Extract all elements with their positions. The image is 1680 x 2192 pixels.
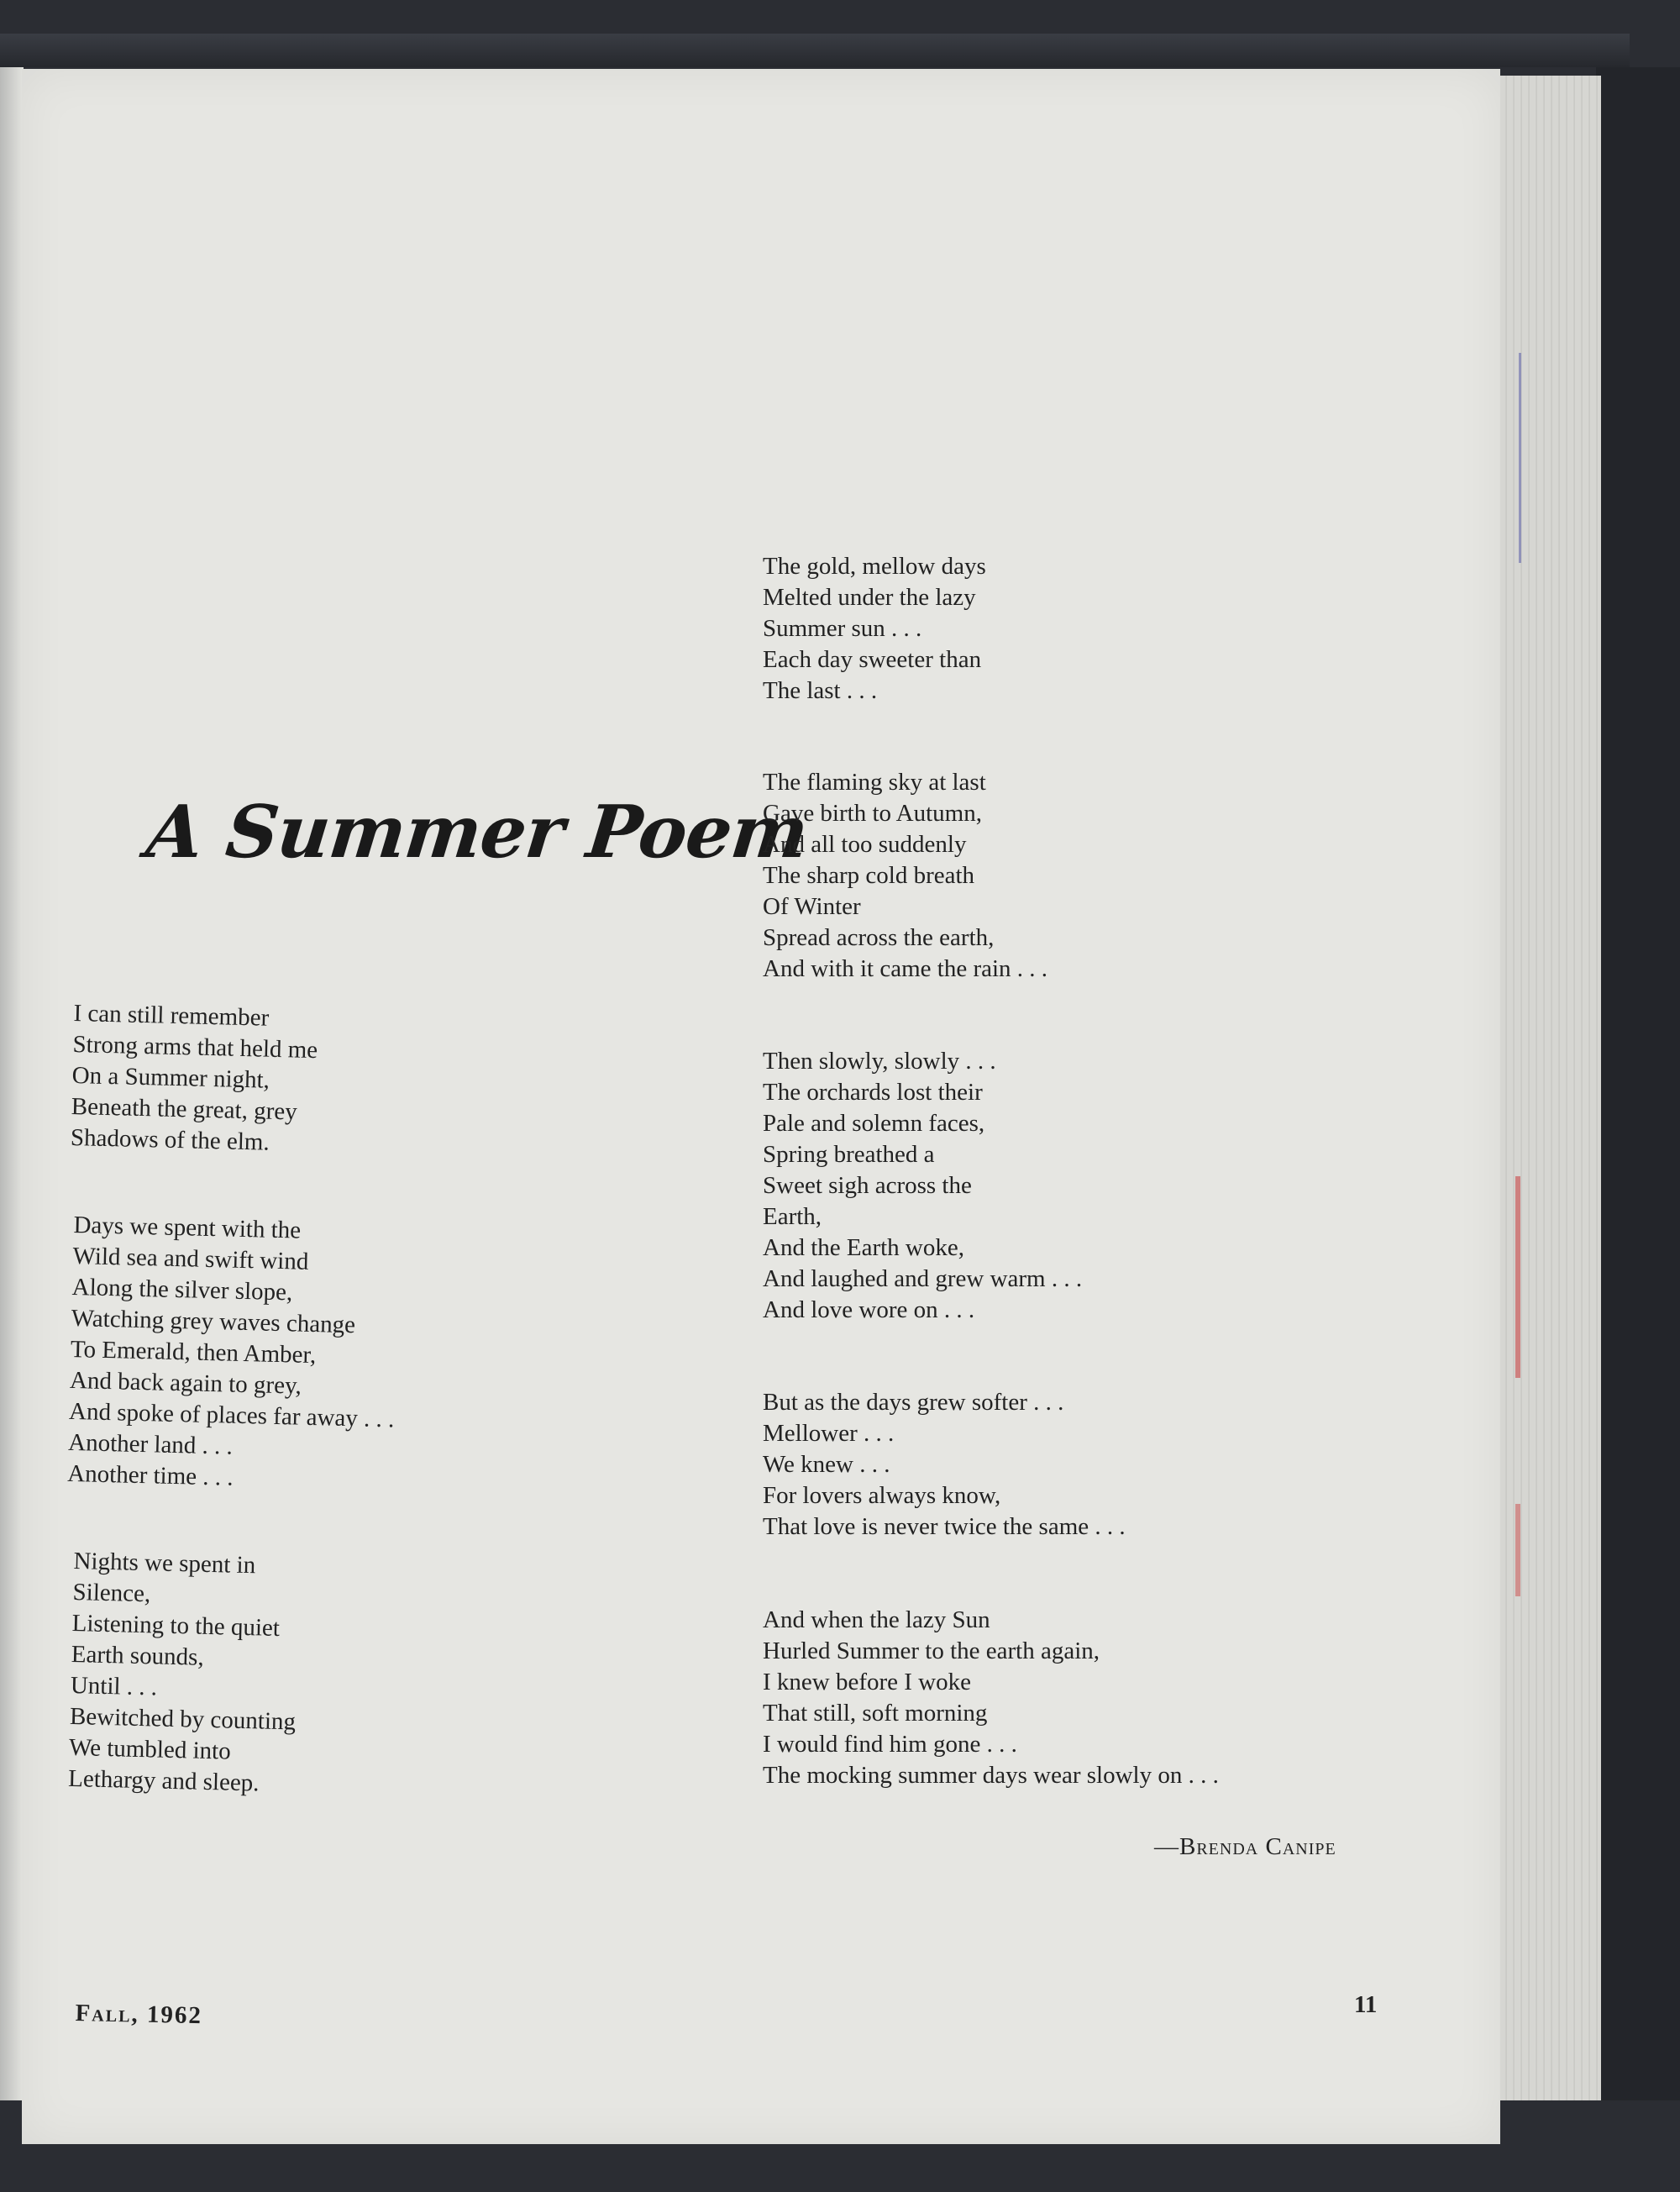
stanza-left-2 xyxy=(67,1210,399,1497)
poem-line: Silence, xyxy=(72,1578,151,1608)
poem-line: And love wore on . . . xyxy=(763,1296,975,1323)
poem-line: Shadows of the elm. xyxy=(70,1123,270,1156)
page-number: 11 xyxy=(1354,1991,1378,2018)
poem-line: The mocking summer days wear slowly on . . . xyxy=(763,1762,1219,1789)
edge-mark xyxy=(1515,1176,1520,1378)
poem-line: Mellower . . . xyxy=(763,1420,895,1447)
poem-line: We tumbled into xyxy=(68,1733,232,1765)
book-back-cover xyxy=(1596,67,1680,2100)
poem-line: And laughed and grew warm . . . xyxy=(763,1265,1083,1292)
poem-line: Another time . . . xyxy=(66,1459,234,1491)
poem-line: Gave birth to Autumn, xyxy=(763,800,982,827)
poem-line: And all too suddenly xyxy=(763,831,967,858)
poem-line: Bewitched by counting xyxy=(69,1702,297,1736)
poem-line: Strong arms that held me xyxy=(72,1030,318,1064)
poem-line: Sweet sigh across the xyxy=(763,1172,972,1199)
poem-line: Earth sounds, xyxy=(71,1640,205,1671)
poem-line: That still, soft morning xyxy=(763,1700,988,1727)
poem-line: The last . . . xyxy=(763,677,878,704)
poem-line: Another land . . . xyxy=(67,1428,234,1460)
poem-line: Summer sun . . . xyxy=(763,615,922,642)
issue-date: Fall, 1962 xyxy=(75,2000,203,2030)
poem-line: On a Summer night, xyxy=(71,1061,270,1094)
edge-mark xyxy=(1519,353,1521,563)
poem-line: I can still remember xyxy=(73,999,270,1032)
stanza-right-2 xyxy=(763,767,1047,985)
poem-line: I would find him gone . . . xyxy=(763,1731,1017,1758)
book-cover-top xyxy=(0,34,1630,67)
stanza-right-5 xyxy=(763,1605,1219,1791)
edge-mark xyxy=(1515,1504,1520,1596)
poem-line: The sharp cold breath xyxy=(763,862,975,889)
poem-line: Until . . . xyxy=(70,1671,158,1701)
poem-line: And when the lazy Sun xyxy=(763,1606,990,1633)
poem-line: Listening to the quiet xyxy=(71,1609,281,1643)
poem-line: The gold, mellow days xyxy=(763,553,986,580)
poem-line: Along the silver slope, xyxy=(71,1273,293,1306)
poem-line: Nights we spent in xyxy=(73,1547,256,1580)
poem-line: That love is never twice the same . . . xyxy=(763,1513,1126,1540)
poem-line: And with it came the rain . . . xyxy=(763,955,1048,982)
poem-line: Each day sweeter than xyxy=(763,646,982,673)
poem-line: And back again to grey, xyxy=(69,1366,302,1400)
poem-title: A Summer Poem xyxy=(142,790,812,875)
poem-line: We knew . . . xyxy=(763,1451,890,1478)
poem-line: Pale and solemn faces, xyxy=(763,1110,985,1137)
poem-line: Beneath the great, grey xyxy=(71,1092,298,1126)
stanza-right-1 xyxy=(763,551,986,707)
poem-line: Wild sea and swift wind xyxy=(72,1242,309,1275)
poem-line: Of Winter xyxy=(763,893,861,920)
author-byline: —Brenda Canipe xyxy=(1154,1833,1336,1860)
poem-line: The orchards lost their xyxy=(763,1079,983,1106)
page-edges xyxy=(1500,76,1601,2100)
stanza-left-1 xyxy=(70,998,318,1159)
poem-line: Earth, xyxy=(763,1203,822,1230)
poem-line: But as the days grew softer . . . xyxy=(763,1389,1064,1416)
poem-line: The flaming sky at last xyxy=(763,769,986,796)
poem-line: And spoke of places far away . . . xyxy=(68,1397,395,1433)
stanza-right-4 xyxy=(763,1387,1126,1543)
poem-line: Spring breathed a xyxy=(763,1141,935,1168)
poem-line: Melted under the lazy xyxy=(763,584,976,611)
poem-line: Days we spent with the xyxy=(73,1211,302,1244)
poem-line: Then slowly, slowly . . . xyxy=(763,1048,996,1075)
poem-line: I knew before I woke xyxy=(763,1669,972,1695)
poem-line: To Emerald, then Amber, xyxy=(70,1335,317,1369)
poem-line: For lovers always know, xyxy=(763,1482,1001,1509)
left-page-gutter xyxy=(0,67,24,2100)
poem-line: Spread across the earth, xyxy=(763,924,995,951)
poem-line: Lethargy and sleep. xyxy=(67,1764,260,1797)
stanza-left-3 xyxy=(68,1546,300,1800)
poem-line: Hurled Summer to the earth again, xyxy=(763,1637,1100,1664)
poem-line: Watching grey waves change xyxy=(71,1304,356,1339)
poem-line: And the Earth woke, xyxy=(763,1234,964,1261)
stanza-right-3 xyxy=(763,1046,1082,1326)
